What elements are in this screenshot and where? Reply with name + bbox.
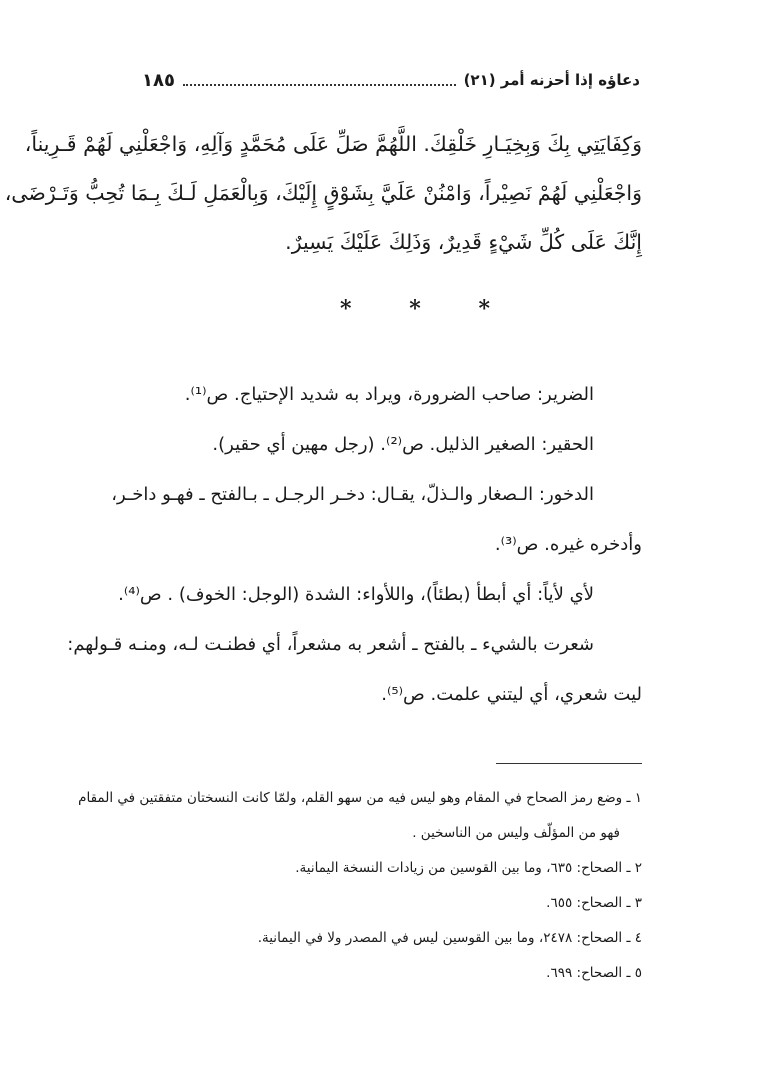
glossary-entry-dukhoor-line-1: الدخور: الـصغار والـذلّ، يقـال: دخـر الرجـل ـ بـالفتح ـ فهـو داخـر، bbox=[111, 484, 594, 505]
page-number: ١٨٥ bbox=[142, 69, 175, 91]
glossary-entry-daree: الضرير: صاحب الضرورة، ويراد به شديد الإحتياج. ص⁽¹⁾. bbox=[184, 384, 594, 405]
separator-star: * bbox=[478, 296, 490, 322]
prayer-text bbox=[4, 120, 642, 267]
prayer-line-1: وَكِفَايَتِي بِكَ وَبِخِيَـارِ خَلْقِكَ. اللَّهُمَّ صَلِّ عَلَى مُحَمَّدٍ وَآلِهِ، وَاجْعَلْنِي لَهُمْ قَـرِيناً، bbox=[24, 132, 642, 156]
prayer-line-3: إِنَّكَ عَلَى كُلِّ شَيْءٍ قَدِيرٌ، وَذَلِكَ عَلَيْكَ يَسِيرٌ. bbox=[285, 230, 642, 254]
glossary-entry-shaart-line-2: ليت شعري، أي ليتني علمت. ص⁽⁵⁾. bbox=[381, 684, 642, 705]
glossary-entry-haqeer: الحقير: الصغير الذليل. ص⁽²⁾. (رجل مهين أي حقير). bbox=[212, 434, 594, 455]
chapter-title: دعاؤه إذا أحزنه أمر (٢١) bbox=[463, 71, 640, 89]
prayer-line-2: وَاجْعَلْنِي لَهُمْ نَصِيْراً، وَامْنُنْ عَلَيَّ بِشَوْقٍ إِلَيْكَ، وَبِالْعَمَلِ لَـكَ بِـمَا تُحِبُّ وَتَـرْضَى، bbox=[4, 181, 642, 205]
glossary-entry-dukhoor-line-2: وأدخره غيره. ص⁽³⁾. bbox=[494, 534, 642, 555]
glossary-entry-layy: لأي لأياً: أي أبطأ (بطئاً)، واللأواء: الشدة (الوجل: الخوف) . ص⁽⁴⁾. bbox=[118, 584, 594, 605]
section-separator bbox=[340, 296, 490, 322]
footnotes bbox=[78, 781, 642, 991]
footnote-3: ٣ ـ الصحاح: ٦٥٥. bbox=[546, 895, 642, 911]
dotted-leader bbox=[183, 78, 456, 86]
running-header bbox=[142, 66, 640, 94]
footnote-1-line-2: فهو من المؤلّف وليس من الناسخين . bbox=[412, 825, 620, 841]
glossary-section bbox=[67, 370, 642, 720]
glossary-entry-shaart-line-1: شعرت بالشيء ـ بالفتح ـ أشعر به مشعراً، أي فطنـت لـه، ومنـه قـولهم: bbox=[67, 634, 594, 655]
footnote-rule bbox=[496, 763, 642, 764]
footnote-2: ٢ ـ الصحاح: ٦٣٥، وما بين القوسين من زيادات النسخة اليمانية. bbox=[295, 860, 642, 876]
footnote-1-line-1: ١ ـ وضع رمز الصحاح في المقام وهو ليس فيه من سهو القلم، ولمّا كانت النسختان متفقتين في المقام bbox=[78, 790, 642, 806]
footnote-5: ٥ ـ الصحاح: ٦٩٩. bbox=[546, 965, 642, 981]
footnote-4: ٤ ـ الصحاح: ٢٤٧٨، وما بين القوسين ليس في المصدر ولا في اليمانية. bbox=[257, 930, 642, 946]
separator-star: * bbox=[340, 296, 352, 322]
separator-star: * bbox=[409, 296, 421, 322]
